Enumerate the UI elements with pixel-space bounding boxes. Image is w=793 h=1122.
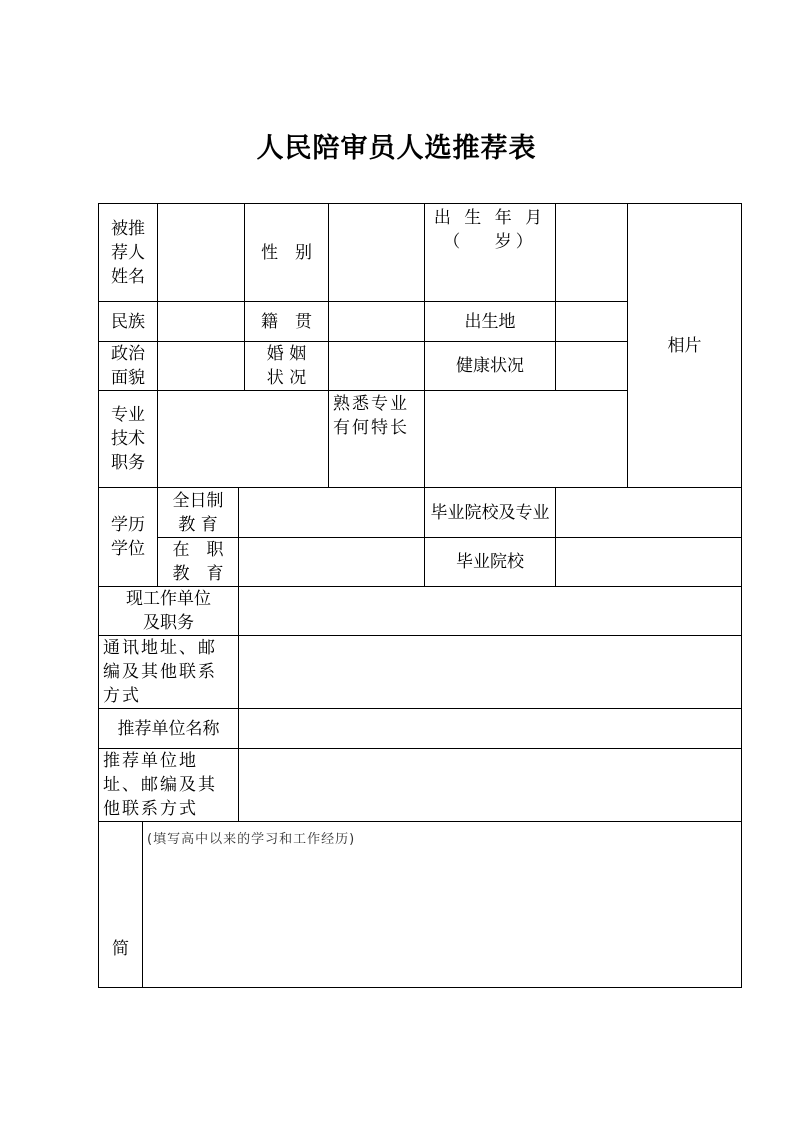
label-rec-contact: 推荐单位地址、邮编及其他联系方式 xyxy=(98,748,239,822)
label-rec-unit: 推荐单位名称 xyxy=(98,708,239,749)
photo-box[interactable]: 相片 xyxy=(627,203,742,488)
field-resume[interactable] xyxy=(142,821,742,988)
field-fulltime[interactable] xyxy=(238,487,425,538)
label-resume: 简 xyxy=(98,821,143,988)
label-fulltime: 全日制 教 育 xyxy=(157,487,239,538)
label-workplace: 现工作单位及职务 xyxy=(98,586,239,636)
field-rec-unit[interactable] xyxy=(238,708,742,749)
field-native-place[interactable] xyxy=(328,301,425,342)
field-workplace[interactable] xyxy=(238,586,742,636)
label-grad-school-major: 毕业院校及专业 xyxy=(424,487,556,538)
resume-note: (填写高中以来的学习和工作经历) xyxy=(147,832,356,847)
page-title: 人民陪审员人选推荐表 xyxy=(256,133,537,164)
field-health[interactable] xyxy=(555,341,628,391)
label-marital: 婚 姻 状 况 xyxy=(244,341,329,391)
field-birth[interactable] xyxy=(555,203,628,302)
label-birth: 出 生 年 月（ 岁） xyxy=(424,203,556,302)
label-contact: 通讯地址、邮编及其他联系方式 xyxy=(98,635,239,709)
label-political: 政治面貌 xyxy=(98,341,158,391)
field-name[interactable] xyxy=(157,203,245,302)
label-grad-school: 毕业院校 xyxy=(424,537,556,587)
label-name: 被推荐人姓名 xyxy=(98,203,158,302)
field-ethnicity[interactable] xyxy=(157,301,245,342)
field-rec-contact[interactable] xyxy=(238,748,742,822)
label-gender: 性 别 xyxy=(244,203,329,302)
field-title-prof[interactable] xyxy=(157,390,329,488)
field-inservice[interactable] xyxy=(238,537,425,587)
field-political[interactable] xyxy=(157,341,245,391)
field-grad-school[interactable] xyxy=(555,537,742,587)
label-health: 健康状况 xyxy=(424,341,556,391)
field-marital[interactable] xyxy=(328,341,425,391)
field-contact[interactable] xyxy=(238,635,742,709)
label-education: 学历学位 xyxy=(98,487,158,587)
label-specialty: 熟悉专业有何特长 xyxy=(328,390,425,488)
field-grad-school-major[interactable] xyxy=(555,487,742,538)
field-birthplace[interactable] xyxy=(555,301,628,342)
label-inservice: 在 职 教 育 xyxy=(157,537,239,587)
label-title-prof: 专业技术职务 xyxy=(98,390,158,488)
label-ethnicity: 民族 xyxy=(98,301,158,342)
label-native-place: 籍 贯 xyxy=(244,301,329,342)
label-birthplace: 出生地 xyxy=(424,301,556,342)
field-gender[interactable] xyxy=(328,203,425,302)
field-specialty[interactable] xyxy=(424,390,628,488)
